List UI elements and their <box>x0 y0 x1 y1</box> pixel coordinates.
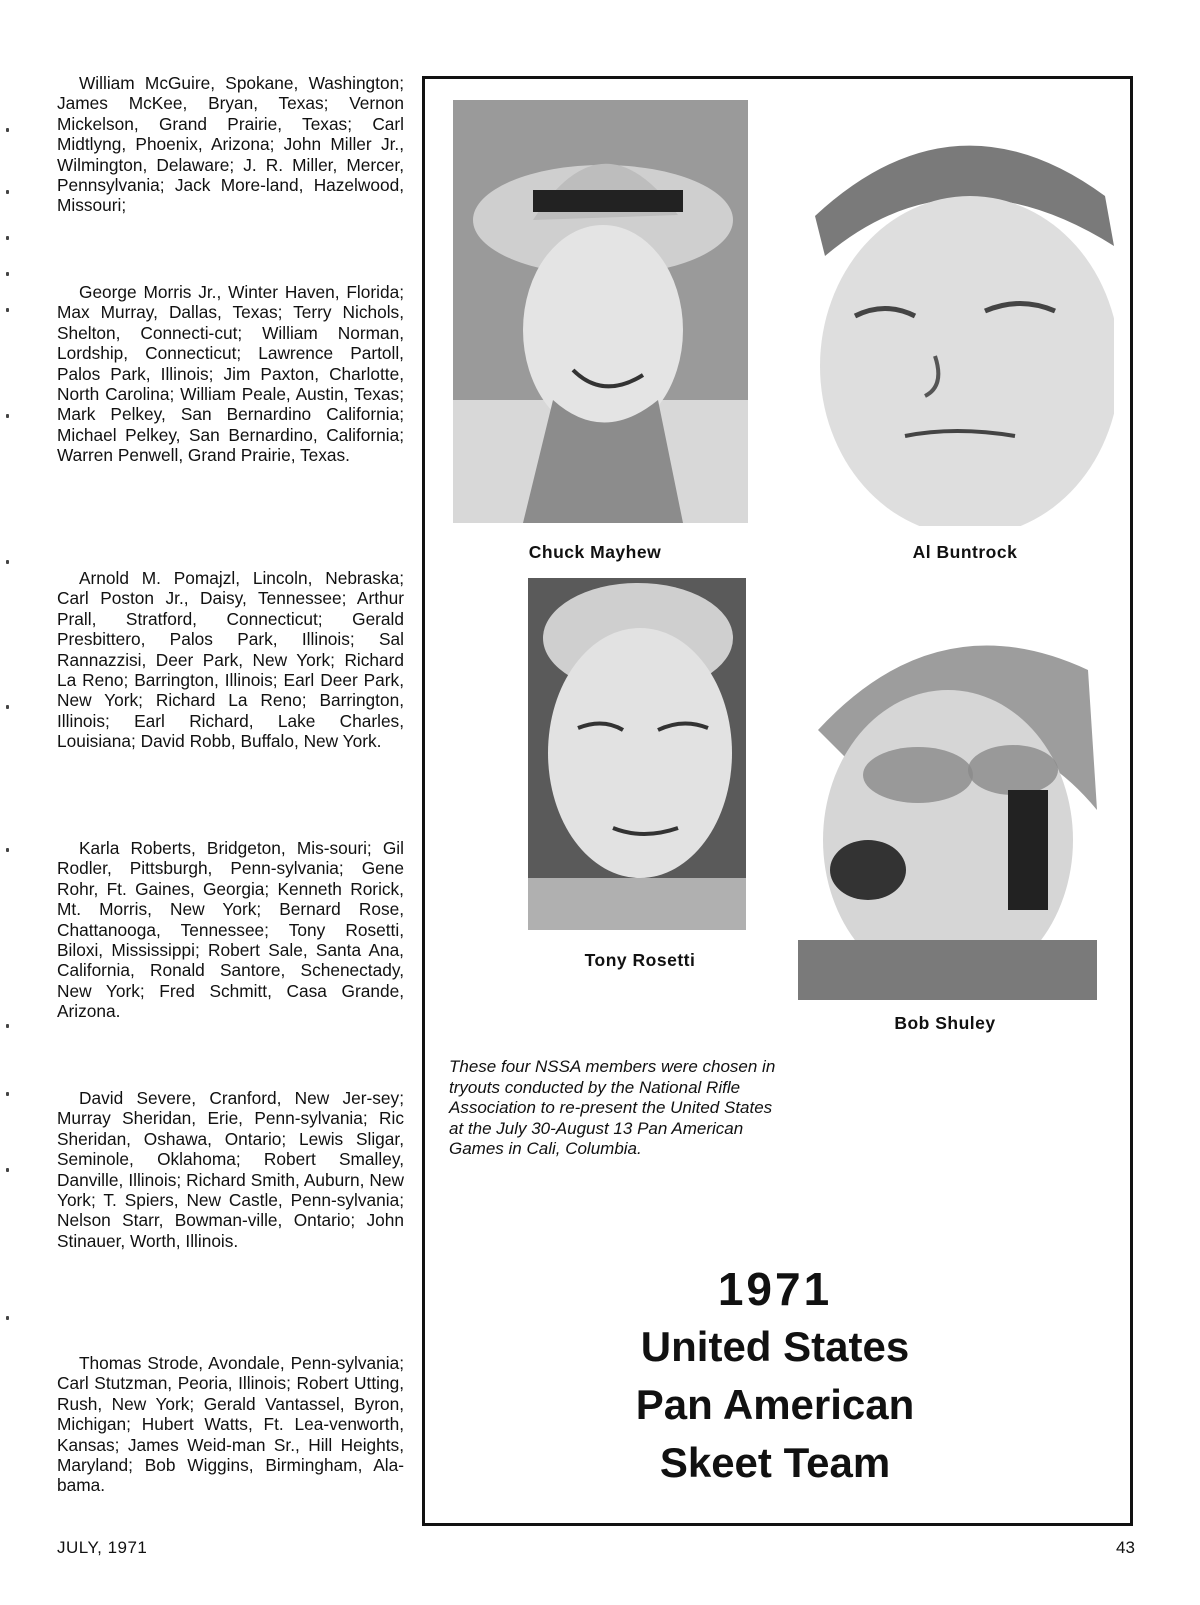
scan-speck <box>6 272 9 276</box>
name-list-paragraph: Thomas Strode, Avondale, Penn-sylvania; Carl Stutzman, Peoria, Illinois; Robert Utting, Rush, New York; Gerald Vantassel, Byron, Michigan; Hubert Watts, Ft. Lea-venworth, Kansas; James Weid-man Sr., Hill Heights, Maryland; Bob Wiggins, Birmingham, Ala-bama. <box>57 1353 404 1496</box>
headline-line: Pan American <box>635 1381 915 1428</box>
scan-speck <box>6 308 9 312</box>
headline-title <box>585 1318 965 1492</box>
photo-bob-shuley <box>798 610 1097 1000</box>
scan-speck <box>6 1024 9 1028</box>
scan-speck <box>6 705 9 709</box>
scan-speck <box>6 1168 9 1172</box>
photo-blurb: These four NSSA members were chosen in tryouts conducted by the National Rifle Association to re-present the United States at the July 30-August 13 Pan American Games in Cali, Columbia. <box>449 1057 776 1158</box>
scan-speck <box>6 414 9 418</box>
scan-speck <box>6 128 9 132</box>
name-list-paragraph: George Morris Jr., Winter Haven, Florida; Max Murray, Dallas, Texas; Terry Nichols, Shelton, Connecti-cut; William Norman, Lordship, Connecticut; Lawrence Partoll, Palos Park, Illinois; Jim Paxton, Charlotte, North Carolina; William Peale, Austin, Texas; Mark Pelkey, San Bernardino California; Michael Pelkey, San Bernardino, California; Warren Penwell, Grand Prairie, Texas. <box>57 282 404 466</box>
photo-al-buntrock <box>795 106 1114 526</box>
photo-chuck-mayhew <box>453 100 748 523</box>
portrait-illustration <box>528 578 746 930</box>
page-number: 43 <box>1116 1538 1135 1557</box>
name-list-paragraph: David Severe, Cranford, New Jer-sey; Murray Sheridan, Erie, Penn-sylvania; Ric Sheridan, Oshawa, Ontario; Lewis Sligar, Seminole, Oklahoma; Robert Smalley, Danville, Illinois; Richard Smith, Auburn, New York; T. Spiers, New Castle, Penn-sylvania; Nelson Starr, Bowman-ville, Ontario; John Stinauer, Worth, Illinois. <box>57 1088 404 1251</box>
scan-speck <box>6 190 9 194</box>
issue-date: JULY, 1971 <box>57 1538 148 1557</box>
scan-speck <box>6 1316 9 1320</box>
name-list-paragraph: Karla Roberts, Bridgeton, Mis-souri; Gil Rodler, Pittsburgh, Penn-sylvania; Gene Rohr, Ft. Gaines, Georgia; Kenneth Rorick, Mt. Morris, New York; Bernard Rose, Chattanooga, Tennessee; Tony Rosetti, Biloxi, Mississippi; Robert Sale, Santa Ana, California, Ronald Santore, Schenectady, New York; Fred Schmitt, Casa Grande, Arizona. <box>57 838 404 1022</box>
scan-speck <box>6 1092 9 1096</box>
headline-line: Skeet Team <box>659 1439 891 1486</box>
headline-year: 1971 <box>717 1263 833 1315</box>
name-list-paragraph: Arnold M. Pomajzl, Lincoln, Nebraska; Carl Poston Jr., Daisy, Tennessee; Arthur Prall, Stratford, Connecticut; Gerald Presbittero, Palos Park, Illinois; Sal Rannazzisi, Deer Park, New York; Richard La Reno; Barrington, Illinois; Earl Deer Park, New York; Richard La Reno; Barrington, Illinois; Earl Richard, Lake Charles, Louisiana; David Robb, Buffalo, New York. <box>57 568 404 752</box>
caption-chuck-mayhew: Chuck Mayhew <box>528 542 662 562</box>
caption-bob-shuley: Bob Shuley <box>894 1013 996 1033</box>
portrait-illustration <box>453 100 748 523</box>
scan-speck <box>6 236 9 240</box>
name-list-paragraph: William McGuire, Spokane, Washington; James McKee, Bryan, Texas; Vernon Mickelson, Grand Prairie, Texas; Carl Midtlyng, Phoenix, Arizona; John Miller Jr., Wilmington, Delaware; J. R. Miller, Mercer, Pennsylvania; Jack More-land, Hazelwood, Missouri; <box>57 73 404 216</box>
photo-tony-rosetti <box>528 578 746 930</box>
scan-speck <box>6 848 9 852</box>
portrait-illustration <box>798 610 1097 1000</box>
headline-line: United States <box>640 1323 910 1370</box>
portrait-illustration <box>795 106 1114 526</box>
caption-tony-rosetti: Tony Rosetti <box>584 950 696 970</box>
scan-speck <box>6 560 9 564</box>
caption-al-buntrock: Al Buntrock <box>912 542 1018 562</box>
